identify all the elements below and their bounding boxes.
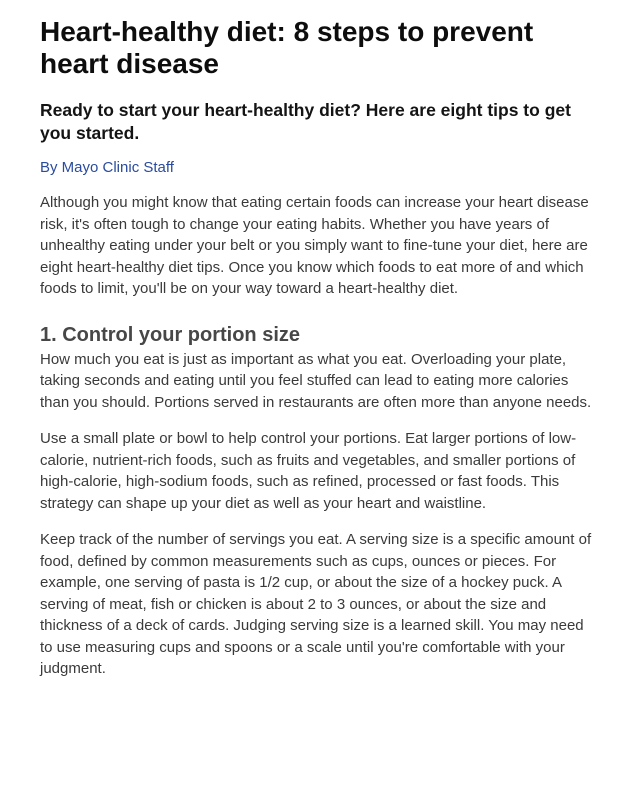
section-paragraph: Keep track of the number of servings you eat. A serving size is a specific amount of food, defined by common measurements such as cups, ounces or pieces. For example, one serving of pasta is 1/2 cup, or about the size of a hockey puck. A serving of meat, fish or chicken is about 2 to 3 ounces, or about the size and thickness of a deck of cards. Judging serving size is a learned skill. You may need to use measuring cups and spoons or a scale until you're comfortable with your judgment. bbox=[40, 531, 592, 677]
section-paragraph: How much you eat is just as important as what you eat. Overloading your plate, taking seconds and eating until you feel stuffed can lead to eating more calories than you should. Portions served in restaurants are often more than anyone needs. bbox=[40, 350, 592, 411]
byline-link[interactable]: By Mayo Clinic Staff bbox=[40, 159, 174, 176]
section-heading-portion-size: 1. Control your portion size bbox=[40, 323, 301, 346]
page-title: Heart-healthy diet: 8 steps to prevent heart disease bbox=[40, 16, 534, 79]
article-subtitle: Ready to start your heart-healthy diet? Here are eight tips to get you started. bbox=[40, 100, 571, 143]
intro-paragraph: Although you might know that eating certain foods can increase your heart disease risk, it's often tough to change your eating habits. Whether you have years of unhealthy eating under your belt or you simply want to fine-tune your diet, here are eight heart-healthy diet tips. Once you know which foods to eat more of and which foods to limit, you'll be on your way toward a heart-healthy diet. bbox=[40, 194, 589, 297]
section-paragraph: Use a small plate or bowl to help control your portions. Eat larger portions of low-calorie, nutrient-rich foods, such as fruits and vegetables, and smaller portions of high-calorie, high-sodium foods, such as refined, processed or fast foods. This strategy can shape up your diet as well as your heart and waistline. bbox=[40, 430, 577, 512]
